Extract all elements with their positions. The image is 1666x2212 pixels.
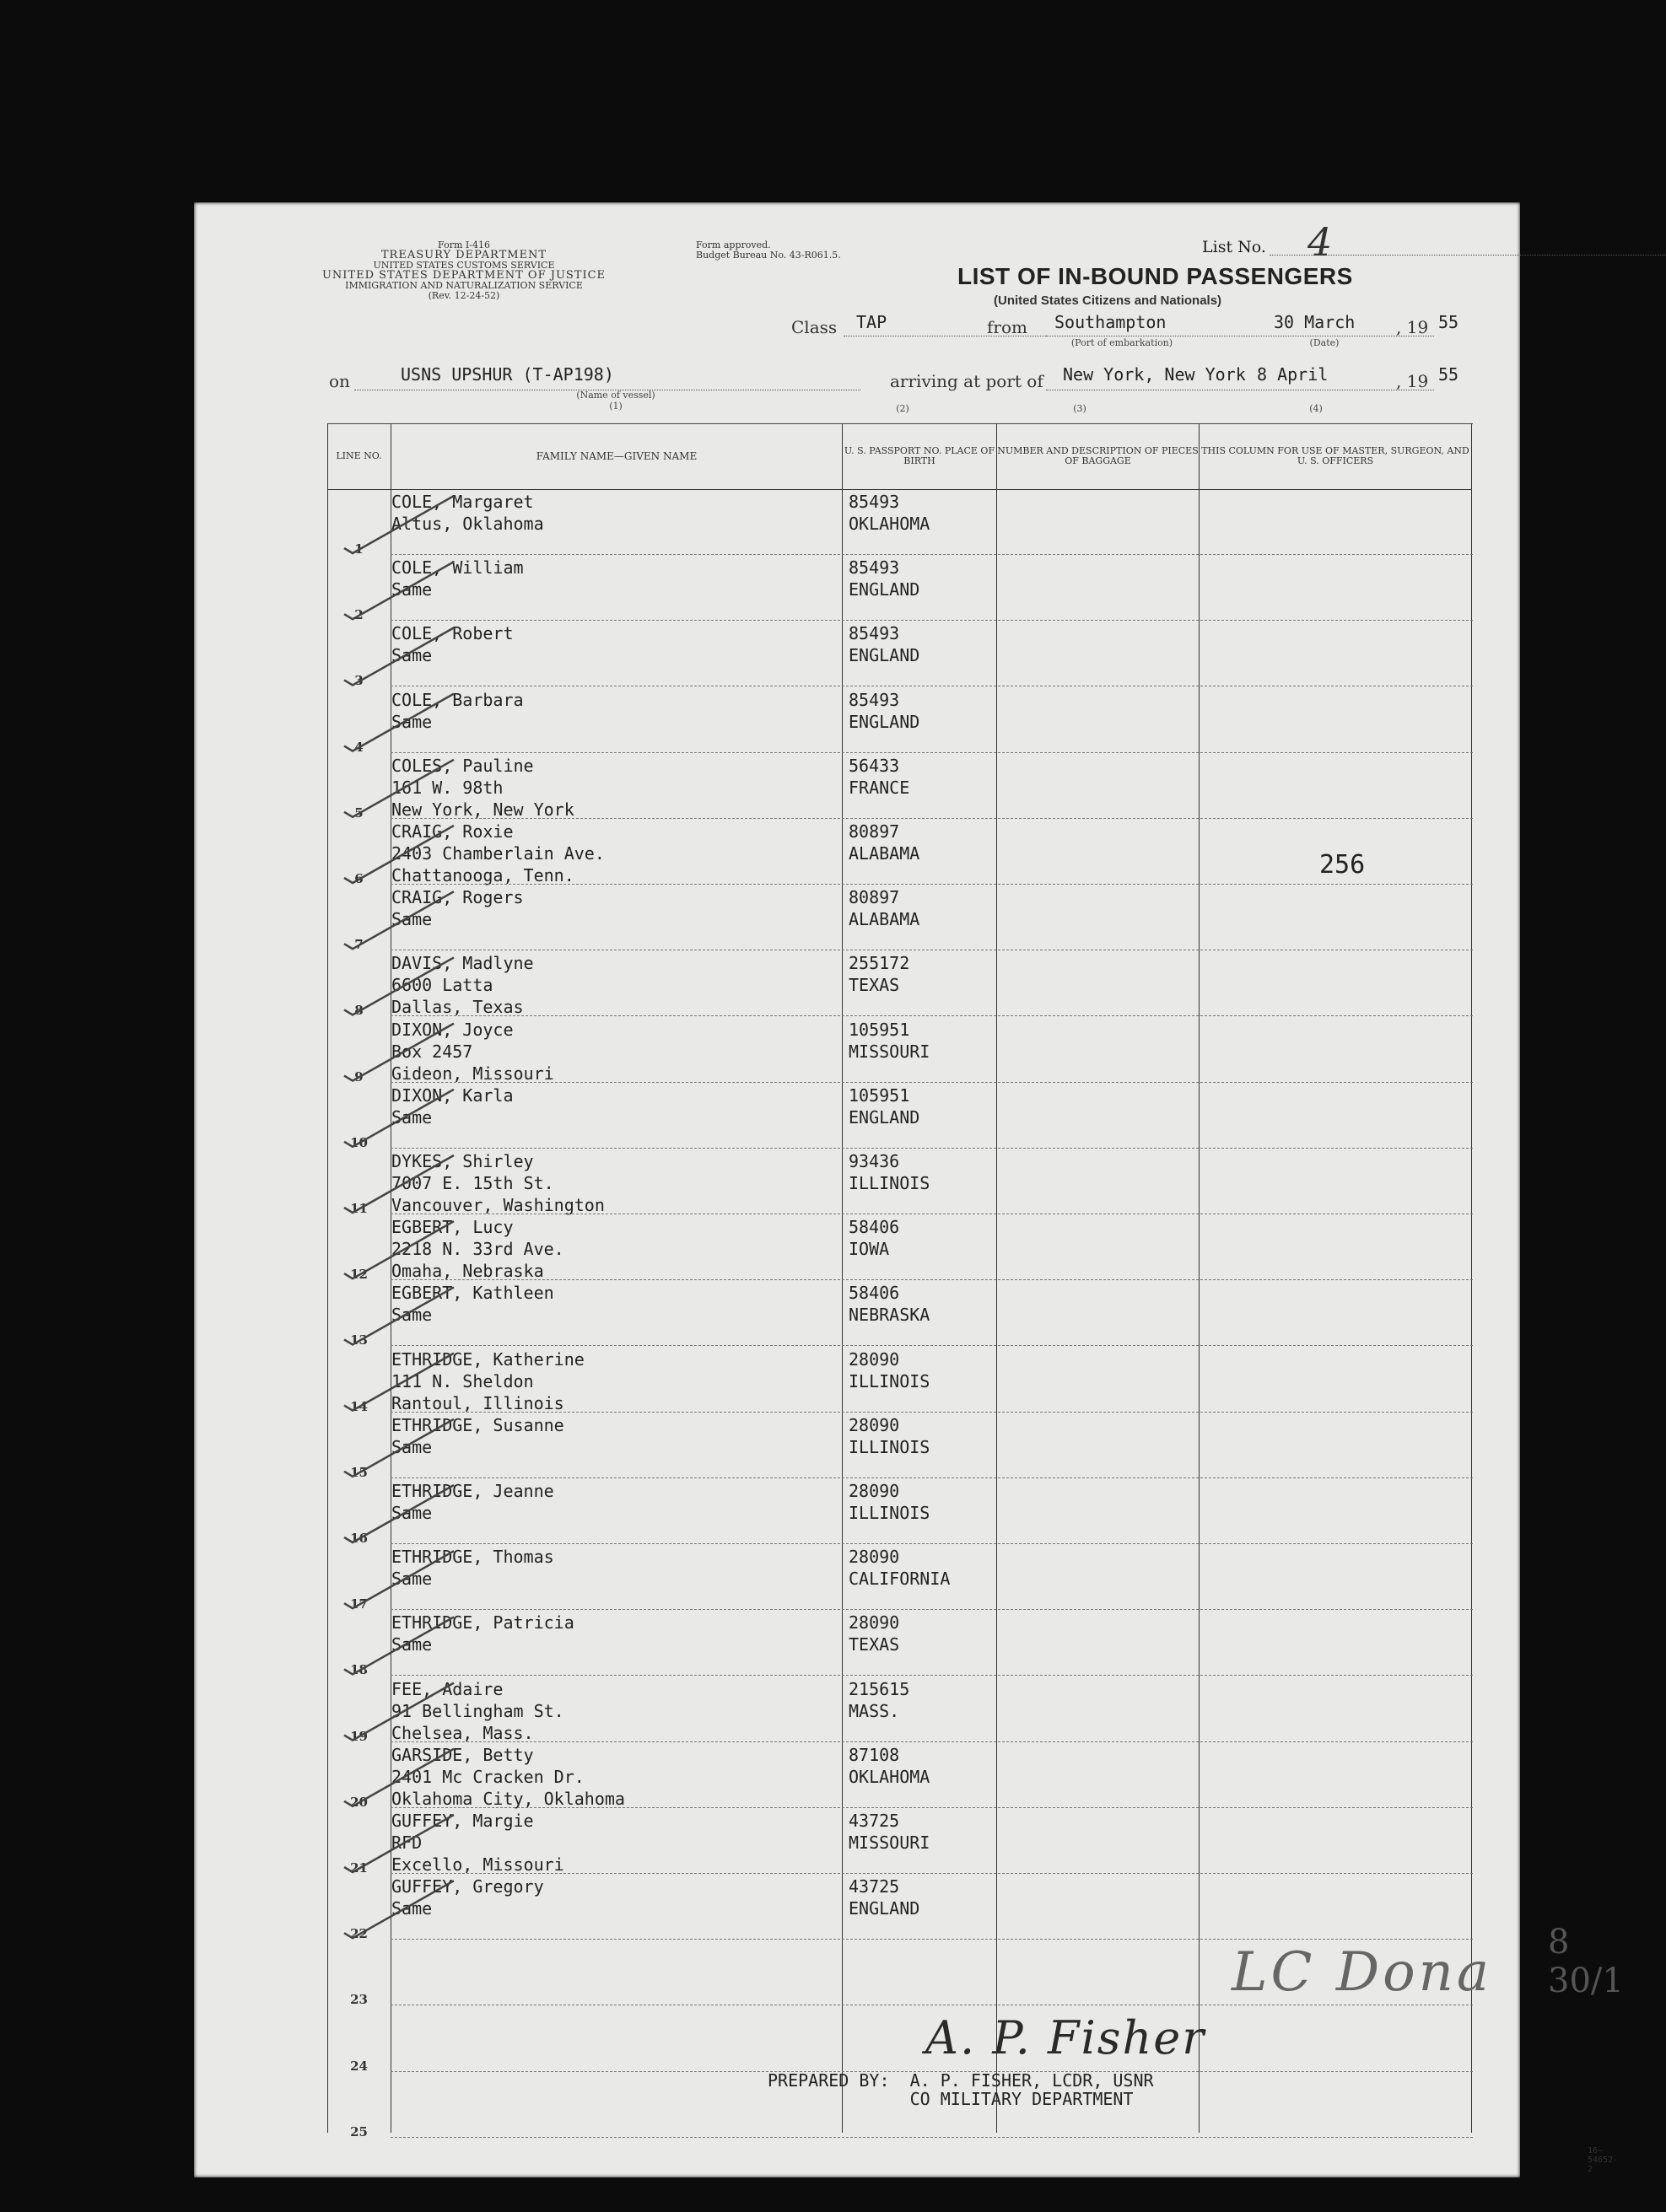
line-number: 3: [354, 673, 364, 689]
passport-birthplace: 85493 ENGLAND: [849, 623, 920, 666]
col-header-officers: THIS COLUMN FOR USE OF MASTER, SURGEON, AND U. S. OFFICERS: [1200, 423, 1471, 490]
passenger-name: COLE, Barbara Same: [391, 689, 524, 732]
line-number: 22: [350, 1926, 368, 1942]
table-row: [327, 1808, 1473, 1874]
vessel-caption-text: (Name of vessel): [576, 390, 655, 401]
passport-birthplace: 58406 IOWA: [849, 1217, 900, 1260]
passport-birthplace: 80897 ALABAMA: [849, 887, 920, 930]
table-row: [327, 885, 1473, 953]
form-number: Form I-416: [438, 239, 490, 250]
line-number: 2: [354, 607, 364, 623]
justice-dept: UNITED STATES DEPARTMENT OF JUSTICE: [321, 269, 607, 282]
prepared-by: PREPARED BY: A. P. FISHER, LCDR, USNR CO MILITARY DEPARTMENT: [768, 2070, 1154, 2109]
passport-birthplace: 43725 MISSOURI: [849, 1811, 930, 1853]
passport-birthplace: 105951 MISSOURI: [849, 1019, 930, 1062]
col-header-baggage: NUMBER AND DESCRIPTION OF PIECES OF BAGGAGE: [997, 423, 1199, 490]
table-row: [327, 1544, 1473, 1610]
col4-num: (4): [1309, 403, 1323, 414]
col-header-passport: U. S. PASSPORT NO. PLACE OF BIRTH: [843, 423, 996, 490]
line-number: 11: [350, 1201, 368, 1216]
form-code: 16—54652-2: [1588, 2146, 1619, 2174]
passenger-name: EGBERT, Lucy 2218 N. 33rd Ave. Omaha, Nebraska: [391, 1217, 564, 1282]
embark-year: 55: [1438, 312, 1459, 332]
passport-birthplace: 28090 TEXAS: [849, 1612, 900, 1655]
vessel-name: USNS UPSHUR (T-AP198): [401, 364, 614, 385]
passport-birthplace: 58406 NEBRASKA: [849, 1283, 930, 1326]
passenger-name: GUFFEY, Gregory Same: [391, 1876, 544, 1919]
line-number: 1: [354, 541, 364, 557]
line-number: 24: [350, 2058, 368, 2074]
date-caption: (Date): [1309, 337, 1340, 348]
line-number: 18: [350, 1662, 368, 1678]
embark-date: 30 March: [1274, 312, 1356, 332]
list-no-label: List No.: [1202, 238, 1266, 256]
col-header-name: FAMILY NAME—GIVEN NAME: [391, 423, 842, 490]
line-number: 6: [354, 871, 364, 886]
table-row: [327, 1280, 1473, 1346]
table-row: [327, 1478, 1473, 1544]
arriving-label: arriving at port of: [890, 371, 1043, 391]
form-approved-text: Form approved.: [696, 239, 771, 250]
table-row: [327, 1676, 1473, 1742]
passport-birthplace: 28090 ILLINOIS: [849, 1348, 930, 1391]
passenger-manifest-page: [194, 202, 1624, 2177]
passenger-name: COLE, Margaret Altus, Oklahoma: [391, 492, 544, 534]
passenger-name: DIXON, Joyce Box 2457 Gideon, Missouri: [391, 1019, 554, 1084]
vessel-caption: [565, 390, 666, 412]
budget-approval: [696, 240, 841, 261]
officer-note: 256: [1319, 850, 1366, 880]
table-row: [327, 1083, 1473, 1149]
customs-service: UNITED STATES CUSTOMS SERVICE: [373, 260, 555, 271]
table-row: [327, 1347, 1473, 1413]
passenger-name: ETHRIDGE, Jeanne Same: [391, 1481, 554, 1523]
officer-signature: LC Dona: [1232, 1941, 1493, 2004]
class-value: TAP: [856, 312, 887, 332]
passenger-name: DYKES, Shirley 7007 E. 15th St. Vancouver, Washington: [391, 1151, 605, 1215]
port-embark-caption: (Port of embarkation): [1070, 337, 1173, 348]
page-subtitle: (United States Citizens and Nationals): [994, 293, 1222, 308]
year-prefix: , 19: [1396, 317, 1429, 337]
table-row: [327, 555, 1473, 621]
col2-num: (2): [896, 403, 909, 414]
table-row: [327, 621, 1473, 689]
table-row: [327, 489, 1473, 555]
passenger-name: ETHRIDGE, Katherine 111 N. Sheldon Rantoul, Illinois: [391, 1348, 585, 1413]
page-title: LIST OF IN-BOUND PASSENGERS: [957, 263, 1353, 289]
from-label: from: [987, 317, 1027, 337]
line-number: 9: [354, 1068, 364, 1084]
line-number: 16: [350, 1531, 368, 1546]
line-number: 8: [354, 1003, 364, 1019]
line-number: 23: [350, 1992, 368, 2008]
passport-birthplace: 85493 ENGLAND: [849, 557, 920, 600]
line-number: 5: [354, 805, 364, 821]
passport-birthplace: 85493 OKLAHOMA: [849, 492, 930, 534]
passport-birthplace: 87108 OKLAHOMA: [849, 1744, 930, 1787]
passenger-table: [327, 423, 1473, 2139]
table-row: [327, 819, 1473, 885]
table-row: [327, 753, 1473, 819]
table-row: [327, 1413, 1473, 1478]
table-row: [327, 1149, 1473, 1214]
line-number: 21: [350, 1860, 368, 1876]
on-label: on: [329, 371, 350, 391]
table-row: [327, 2006, 1473, 2072]
row-divider: [391, 2137, 1473, 2138]
line-number: 15: [350, 1464, 368, 1480]
passport-birthplace: 28090 CALIFORNIA: [849, 1547, 951, 1590]
line-number: 25: [350, 2123, 368, 2139]
table-row: [327, 1874, 1473, 1940]
passenger-name: EGBERT, Kathleen Same: [391, 1283, 554, 1326]
budget-bureau-text: Budget Bureau No. 43-R061.5.: [696, 250, 841, 261]
passport-birthplace: 93436 ILLINOIS: [849, 1151, 930, 1193]
line-number: 13: [350, 1332, 368, 1348]
passenger-name: DAVIS, Madlyne 6600 Latta Dallas, Texas: [391, 953, 534, 1018]
form-revision: (Rev. 12-24-52): [428, 290, 500, 301]
passenger-name: CRAIG, Roxie 2403 Chamberlain Ave. Chattanooga, Tenn.: [391, 821, 605, 885]
arrival-port: New York, New York: [1063, 364, 1246, 385]
passenger-name: DIXON, Karla Same: [391, 1084, 514, 1128]
passenger-name: FEE, Adaire 91 Bellingham St. Chelsea, Mass.: [391, 1678, 564, 1743]
line-number: 4: [354, 739, 364, 755]
passport-birthplace: 56433 FRANCE: [849, 755, 910, 798]
arrival-year-prefix: , 19: [1396, 371, 1429, 391]
immigration-service: IMMIGRATION AND NATURALIZATION SERVICE: [345, 280, 583, 291]
line-number: 19: [350, 1728, 368, 1744]
line-number: 17: [350, 1596, 368, 1612]
table-row: [327, 1742, 1473, 1808]
passenger-name: ETHRIDGE, Thomas Same: [391, 1547, 554, 1590]
preparer-signature: A. P. Fisher: [925, 2011, 1206, 2064]
line-number: 7: [354, 937, 364, 953]
table-row: [327, 950, 1473, 1019]
line-number: 12: [350, 1267, 368, 1283]
table-row: [327, 1610, 1473, 1676]
vessel-caption-num: (1): [609, 401, 623, 412]
treasury-dept: TREASURY DEPARTMENT: [380, 249, 547, 261]
passport-birthplace: 43725 ENGLAND: [849, 1876, 920, 1919]
line-number: 10: [350, 1134, 368, 1150]
list-no-value: 4: [1307, 219, 1333, 265]
passport-birthplace: 28090 ILLINOIS: [849, 1481, 930, 1523]
arrival-date: 8 April: [1257, 364, 1329, 385]
officer-signature-mark: 8 30/1: [1548, 1923, 1624, 2000]
passenger-name: CRAIG, Rogers Same: [391, 887, 524, 930]
class-label: Class: [791, 317, 838, 337]
table-row: [327, 1214, 1473, 1283]
passport-birthplace: 85493 ENGLAND: [849, 689, 920, 732]
passport-birthplace: 255172 TEXAS: [849, 953, 910, 996]
passenger-name: ETHRIDGE, Susanne Same: [391, 1414, 564, 1457]
form-agency-header: [312, 240, 616, 301]
table-row: [327, 1017, 1473, 1083]
table-row: [327, 687, 1473, 753]
passenger-name: COLES, Pauline 161 W. 98th New York, New York: [391, 755, 574, 820]
passport-birthplace: 28090 ILLINOIS: [849, 1414, 930, 1457]
passenger-name: COLE, William Same: [391, 557, 524, 600]
from-port: Southampton: [1054, 312, 1167, 332]
passenger-name: GARSIDE, Betty 2401 Mc Cracken Dr. Oklahoma City, Oklahoma: [391, 1744, 625, 1809]
passenger-name: COLE, Robert Same: [391, 623, 514, 666]
col-header-line-no: LINE NO.: [327, 423, 391, 490]
col3-num: (3): [1073, 403, 1086, 414]
passenger-name: ETHRIDGE, Patricia Same: [391, 1612, 574, 1655]
passport-birthplace: 215615 MASS.: [849, 1678, 910, 1721]
line-number: 20: [350, 1794, 368, 1810]
passport-birthplace: 105951 ENGLAND: [849, 1084, 920, 1128]
passport-birthplace: 80897 ALABAMA: [849, 821, 920, 864]
arrival-year: 55: [1438, 364, 1459, 385]
line-number: 14: [350, 1398, 368, 1414]
passenger-name: GUFFEY, Margie RFD Excello, Missouri: [391, 1811, 564, 1875]
